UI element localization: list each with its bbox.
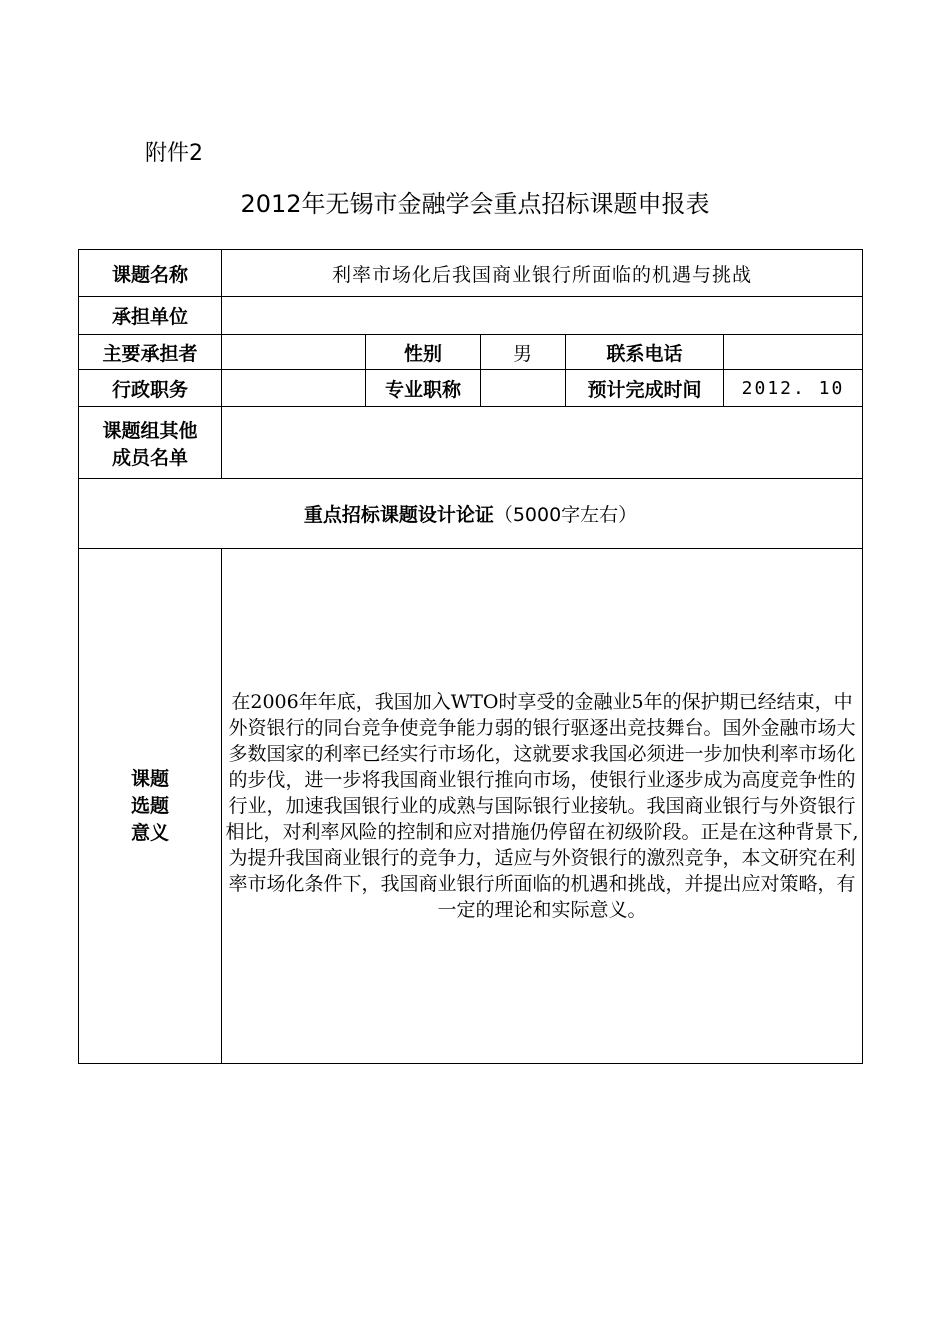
unit-label: 承担单位	[79, 297, 222, 335]
row-section-heading	[79, 479, 863, 549]
row-unit	[79, 297, 863, 335]
section-heading	[79, 479, 863, 549]
significance-label	[79, 549, 222, 1064]
gender-label: 性别	[366, 335, 481, 370]
phone-label: 联系电话	[566, 335, 724, 370]
section-heading-note: （5000字左右）	[493, 504, 638, 526]
topic-name-label: 课题名称	[79, 250, 222, 297]
members-value[interactable]	[222, 407, 863, 479]
admin-position-value[interactable]	[222, 370, 366, 407]
attachment-label: 附件2	[145, 141, 203, 166]
section-heading-text: 重点招标课题设计论证	[303, 504, 494, 526]
row-significance	[79, 549, 863, 1064]
significance-label-line: 课题	[130, 767, 169, 790]
members-label-line2: 成员名单	[111, 446, 188, 469]
application-form-table	[78, 249, 863, 1064]
phone-value[interactable]	[724, 335, 863, 370]
professional-title-value[interactable]	[481, 370, 566, 407]
finish-time-value[interactable]: 2012. 10	[724, 370, 863, 407]
admin-position-label: 行政职务	[79, 370, 222, 407]
row-topic-name	[79, 250, 863, 297]
members-label-line1: 课题组其他	[102, 419, 198, 442]
lead-value[interactable]	[222, 335, 366, 370]
row-members	[79, 407, 863, 479]
members-label	[79, 407, 222, 479]
lead-label: 主要承担者	[79, 335, 222, 370]
row-lead	[79, 335, 863, 370]
form-title: 2012年无锡市金融学会重点招标课题申报表	[240, 190, 710, 218]
unit-value[interactable]	[222, 297, 863, 335]
row-admin	[79, 370, 863, 407]
significance-label-line: 意义	[130, 821, 169, 844]
gender-value[interactable]: 男	[481, 335, 566, 370]
finish-time-label: 预计完成时间	[566, 370, 724, 407]
significance-text[interactable]: 在2006年年底，我国加入WTO时享受的金融业5年的保护期已经结束，中外资银行的同台竞争使竞争能力弱的银行驱逐出竞技舞台。国外金融市场大多数国家的利率已经实行市场化，这就要求我国必须进一步加快利率市场化的步伐，进一步将我国商业银行推向市场，使银行业逐步成为高度竞争性的行业，加速我国银行业的成熟与国际银行业接轨。我国商业银行与外资银行相比，对利率风险的控制和应对措施仍停留在初级阶段。正是在这种背景下,为提升我国商业银行的竞争力，适应与外资银行的激烈竞争，本文研究在利率市场化条件下，我国商业银行所面临的机遇和挑战，并提出应对策略，有一定的理论和实际意义。	[222, 549, 863, 1064]
topic-name-value[interactable]: 利率市场化后我国商业银行所面临的机遇与挑战	[222, 250, 863, 297]
significance-label-line: 选题	[130, 794, 169, 817]
professional-title-label: 专业职称	[366, 370, 481, 407]
